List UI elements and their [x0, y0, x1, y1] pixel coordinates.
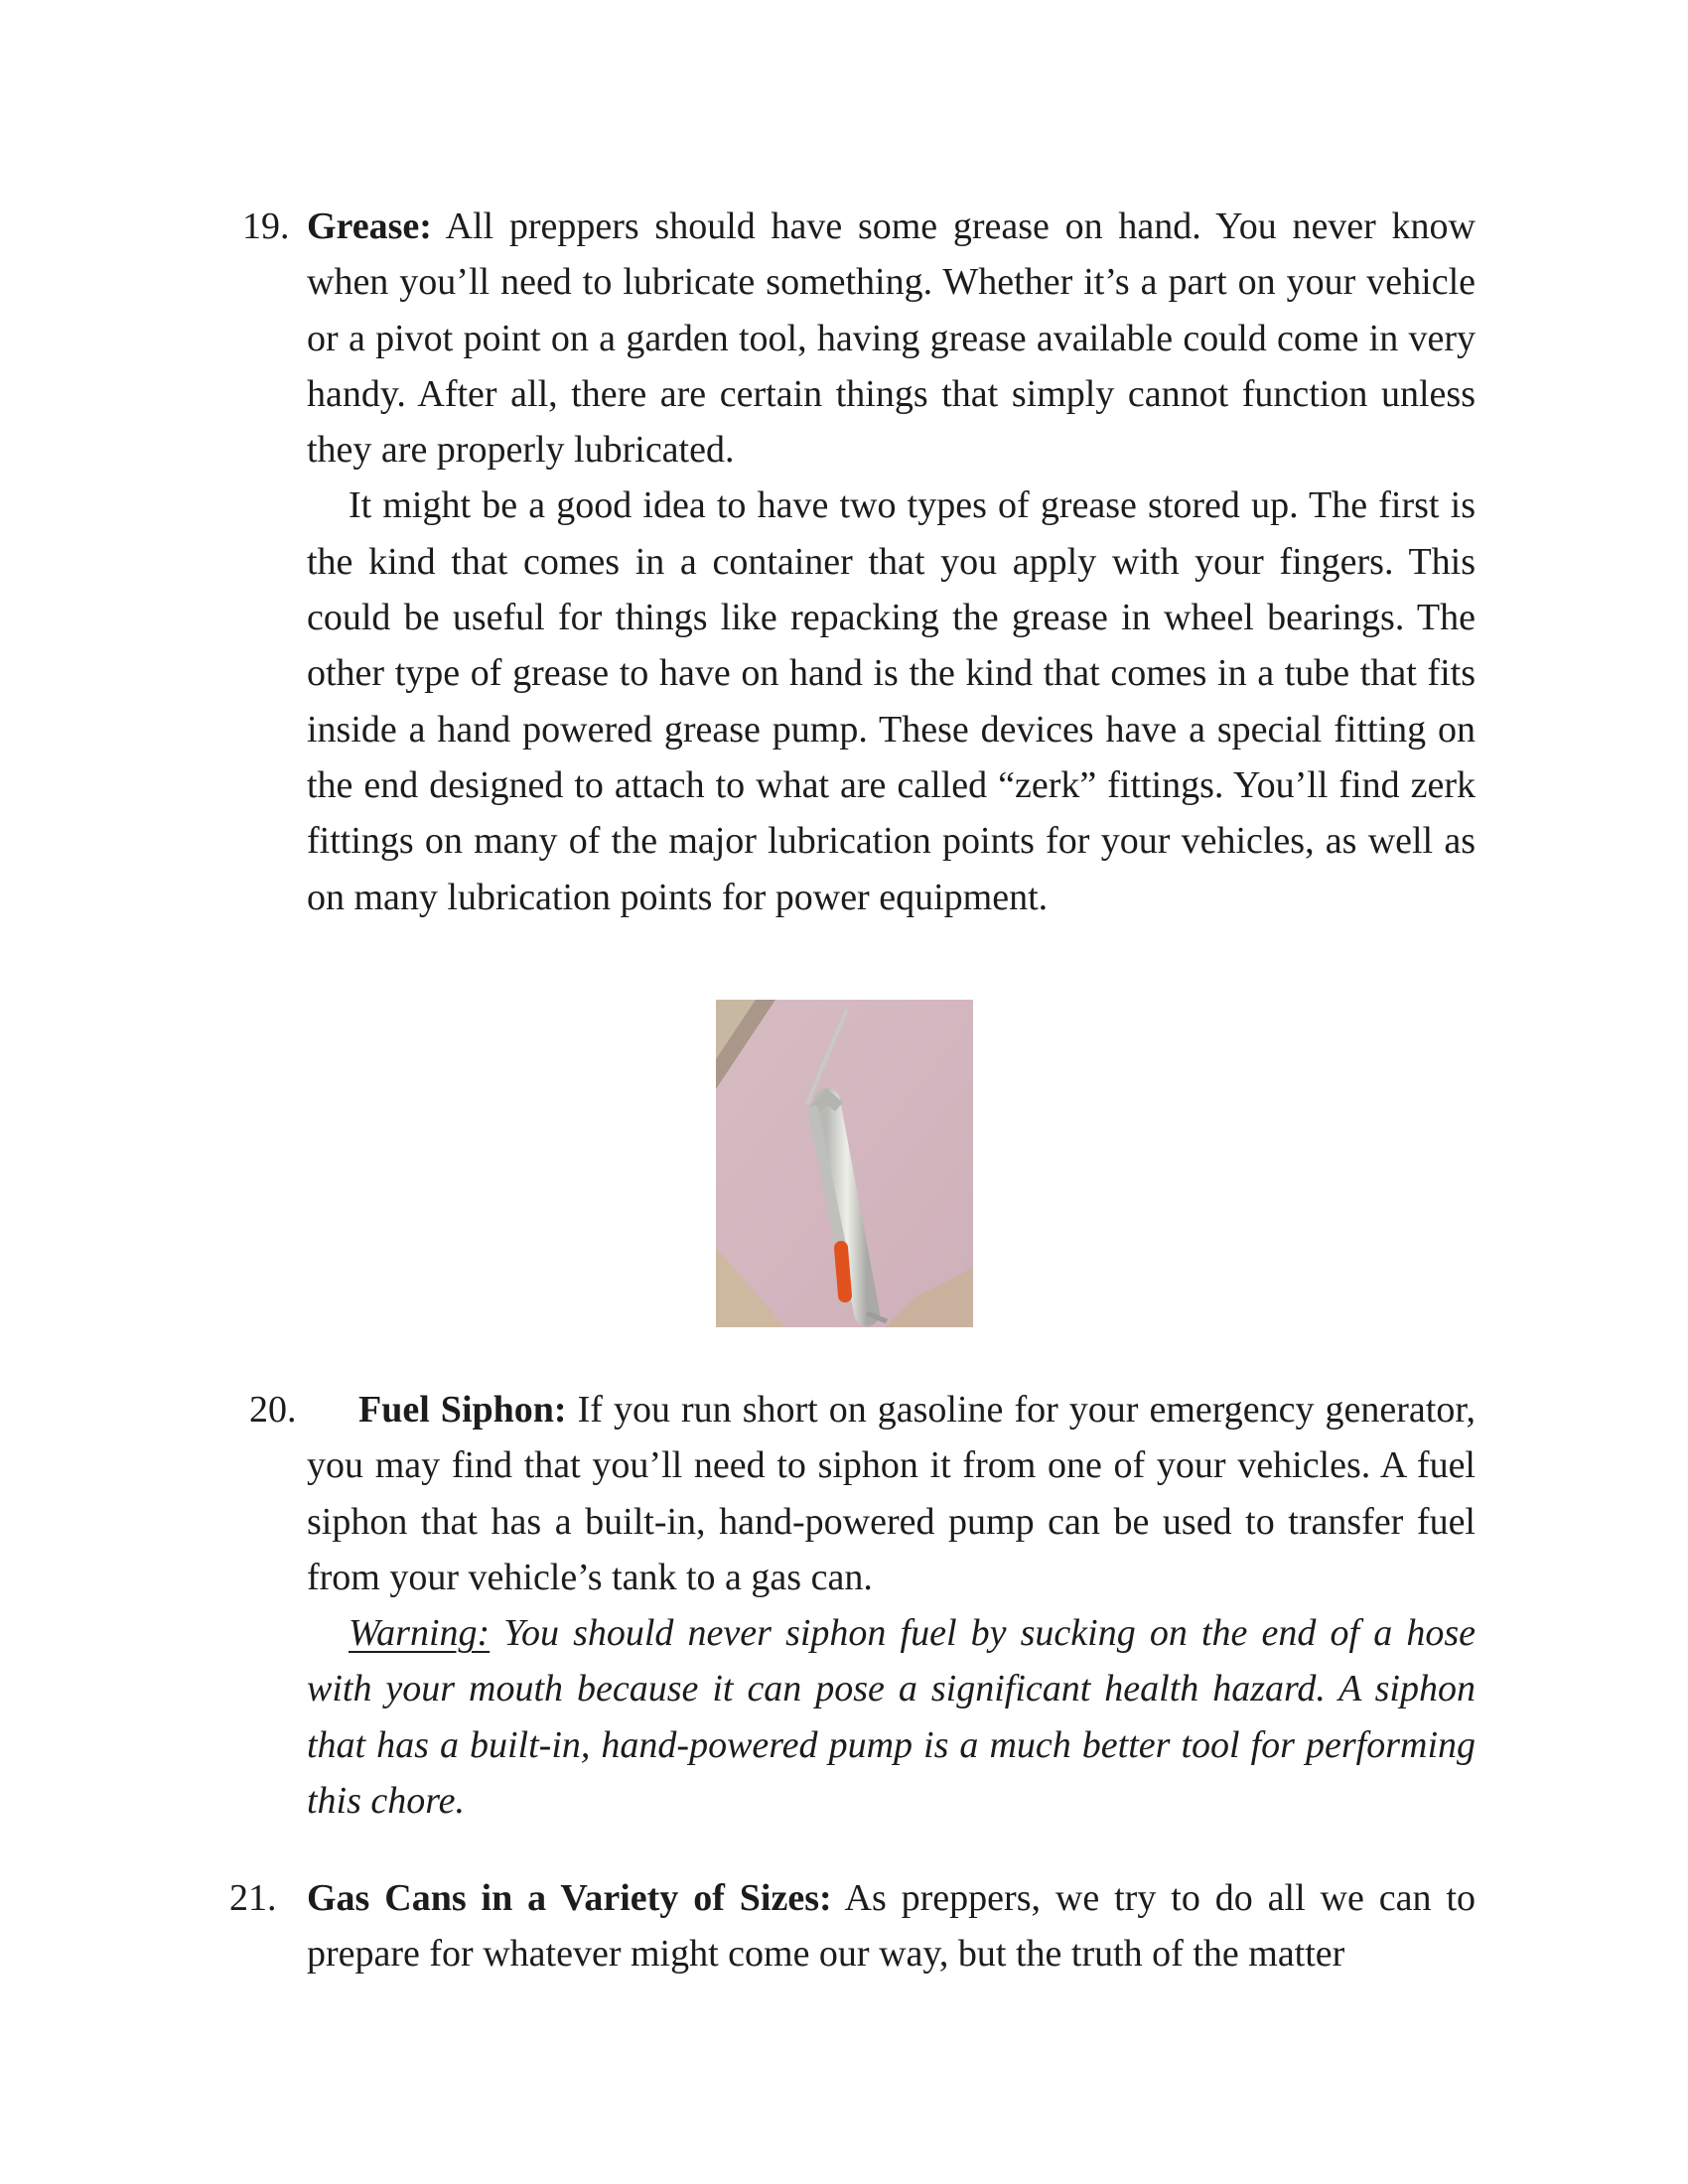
item-paragraph: [307, 199, 1476, 478]
item-heading: Gas Cans in a Variety of Sizes:: [307, 1877, 832, 1919]
grease-gun-photo: [716, 1000, 973, 1327]
warning-label: Warning:: [349, 1612, 491, 1655]
item-number: 20.: [249, 1389, 297, 1431]
item-paragraph: [307, 1870, 1476, 1982]
item-number: 21.: [229, 1877, 277, 1919]
warning-text: You should never siphon fuel by sucking on the end of a hose with your mouth because it can pose a significant health hazard. A siphon that has a built-in, hand-powered pump is a much better tool for performing this chore.: [307, 1612, 1476, 1823]
item-grease: [307, 199, 1476, 925]
item-heading: Grease:: [307, 205, 432, 247]
grease-gun-image: [716, 1000, 973, 1327]
item-text: If you run short on gasoline for your emergency generator, you may find that you’ll need to siphon it from one of your vehicles. A fuel siphon that has a built-in, hand-powered pump can be used to transfer fuel from your vehicle’s tank to a gas can.: [307, 1389, 1476, 1598]
item-text: As preppers, we try to do all we can to prepare for whatever might come our way, but the truth of the matter: [307, 1877, 1477, 1976]
warning-paragraph: [307, 1605, 1476, 1829]
item-paragraph: [307, 1382, 1476, 1605]
item-number: 19.: [242, 205, 290, 247]
item-text: All preppers should have some grease on hand. You never know when you’ll need to lubricate something. Whether it’s a part on your vehicle or a pivot point on a garden tool, having grease available could come in very handy. After all, there are certain things that simply cannot function unless they are properly lubricated.: [307, 205, 1476, 472]
item-gas-cans: [307, 1870, 1476, 1982]
item-fuel-siphon: [307, 1382, 1476, 1829]
item-heading: Fuel Siphon:: [358, 1389, 567, 1431]
item-paragraph-2: It might be a good idea to have two types of grease stored up. The first is the kind that comes in a container that you apply with your fingers. This could be useful for things like repacking the grease in wheel bearings. The other type of grease to have on hand is the kind that comes in a tube that fits inside a hand powered grease pump. These devices have a special fitting on the end designed to attach to what are called “zerk” fittings. You’ll find zerk fittings on many of the major lubrication points for your vehicles, as well as on many lubrication points for power equipment.: [307, 484, 1476, 918]
